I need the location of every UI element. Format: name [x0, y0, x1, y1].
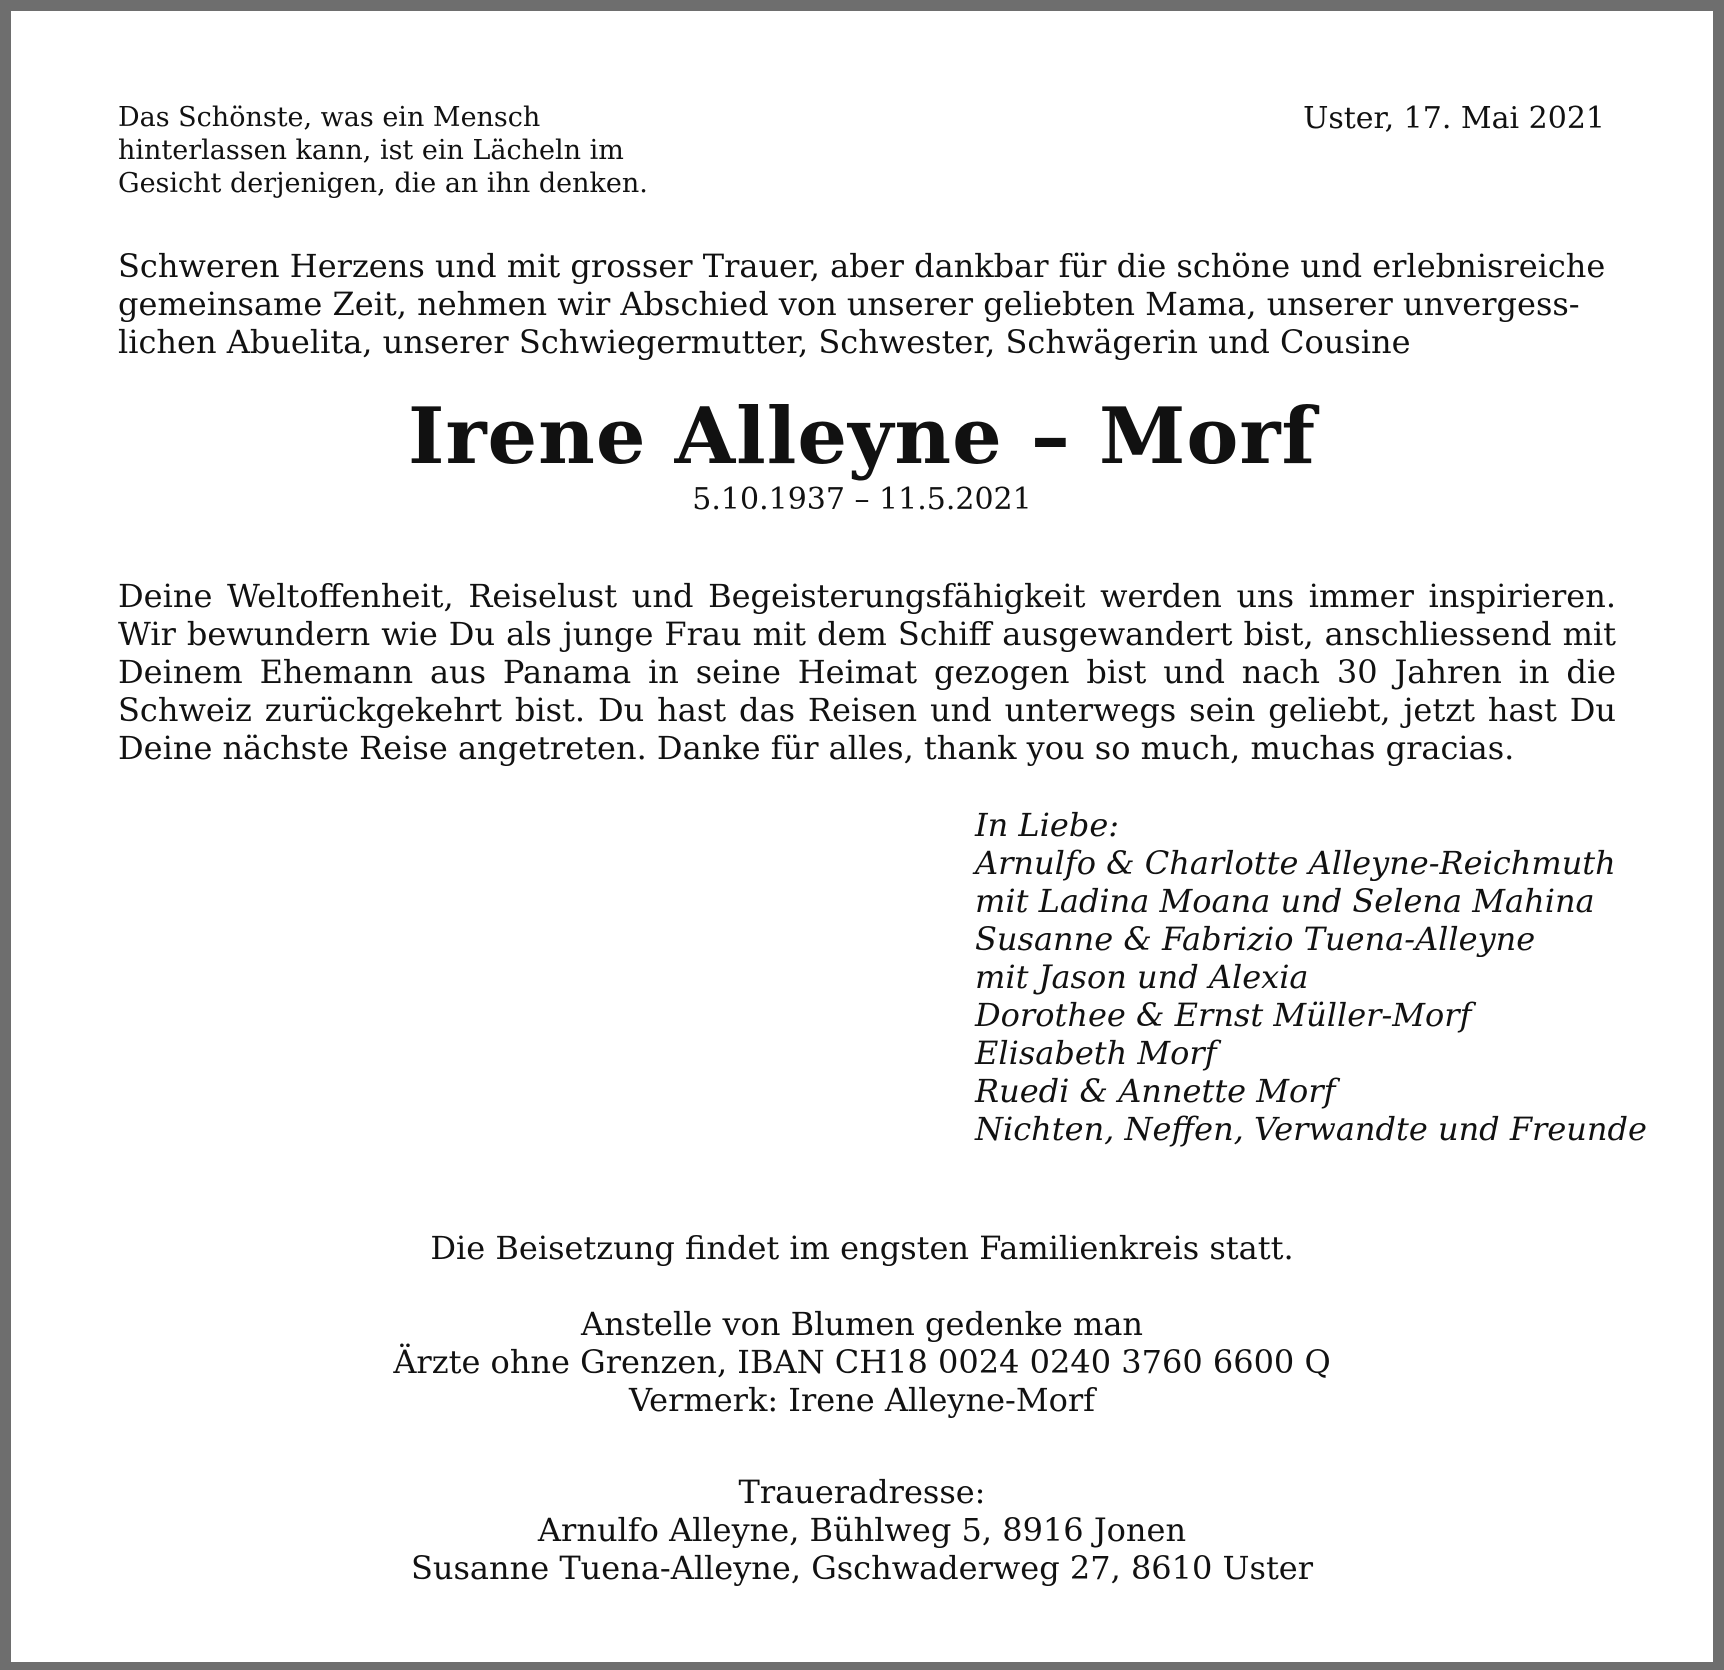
signer-line: Dorothee & Ernst Müller-Morf — [975, 996, 1472, 1034]
mourning-address-block — [11, 1473, 1713, 1587]
place-and-date: Uster, 17. Mai 2021 — [1303, 101, 1605, 136]
signer-line: Ruedi & Annette Morf — [975, 1072, 1336, 1110]
address-heading: Traueradresse: — [738, 1473, 986, 1511]
signer-line: Arnulfo & Charlotte Alleyne-Reichmuth — [975, 844, 1616, 882]
intro-paragraph: Schweren Herzens und mit grosser Trauer, aber dankbar für die schöne und erlebnisreiche gemeinsame Zeit, nehmen wir Abschied von unserer geliebten Mama, unserer unvergess-lichen Abuelita, unserer Schwiegermutter, Schwester, Schwägerin und Cousine — [118, 247, 1606, 361]
address-line: Susanne Tuena-Alleyne, Gschwaderweg 27, 8610 Uster — [410, 1549, 1314, 1587]
memorial-quote: Das Schönste, was ein Mensch hinterlassen kann, ist ein Lächeln im Gesicht derjenigen, die an ihn denken. — [118, 102, 648, 199]
donation-iban: Ärzte ohne Grenzen, IBAN CH18 0024 0240 3760 6600 Q — [393, 1343, 1331, 1381]
signer-line: Susanne & Fabrizio Tuena-Alleyne — [975, 920, 1536, 958]
signer-line: mit Jason und Alexia — [975, 958, 1309, 996]
address-line: Arnulfo Alleyne, Bühlweg 5, 8916 Jonen — [537, 1511, 1187, 1549]
burial-text: Die Beisetzung findet im engsten Familienkreis statt. — [430, 1229, 1294, 1267]
signer-line: Nichten, Neffen, Verwandte und Freunde — [975, 1110, 1647, 1148]
signer-line: Elisabeth Morf — [975, 1034, 1217, 1072]
obituary-notice — [11, 11, 1713, 1662]
signers-heading: In Liebe: — [975, 806, 1120, 844]
tribute-paragraph: Deine Weltoffenheit, Reiselust und Begeisterungsfähigkeit werden uns immer inspirieren. Wir bewundern wie Du als junge Frau mit dem Schiff ausgewandert bist, anschliessend mit Deinem Ehemann aus Panama in seine Heimat gezogen bist und nach 30 Jahren in die Schweiz zurückgekehrt bist. Du hast das Reisen und unterwegs sein geliebt, jetzt hast Du Deine nächste Reise angetreten. Danke für alles, thank you so much, muchas gracias. — [118, 577, 1616, 767]
signers-block — [975, 806, 1675, 1148]
deceased-name: Irene Alleyne – Morf — [407, 391, 1317, 482]
life-dates: 5.10.1937 – 11.5.2021 — [692, 482, 1032, 517]
burial-notice — [11, 1229, 1713, 1267]
donation-reference: Vermerk: Irene Alleyne-Morf — [628, 1381, 1096, 1419]
signer-line: mit Ladina Moana und Selena Mahina — [975, 882, 1595, 920]
donation-line: Anstelle von Blumen gedenke man — [580, 1305, 1144, 1343]
donation-block — [11, 1305, 1713, 1419]
